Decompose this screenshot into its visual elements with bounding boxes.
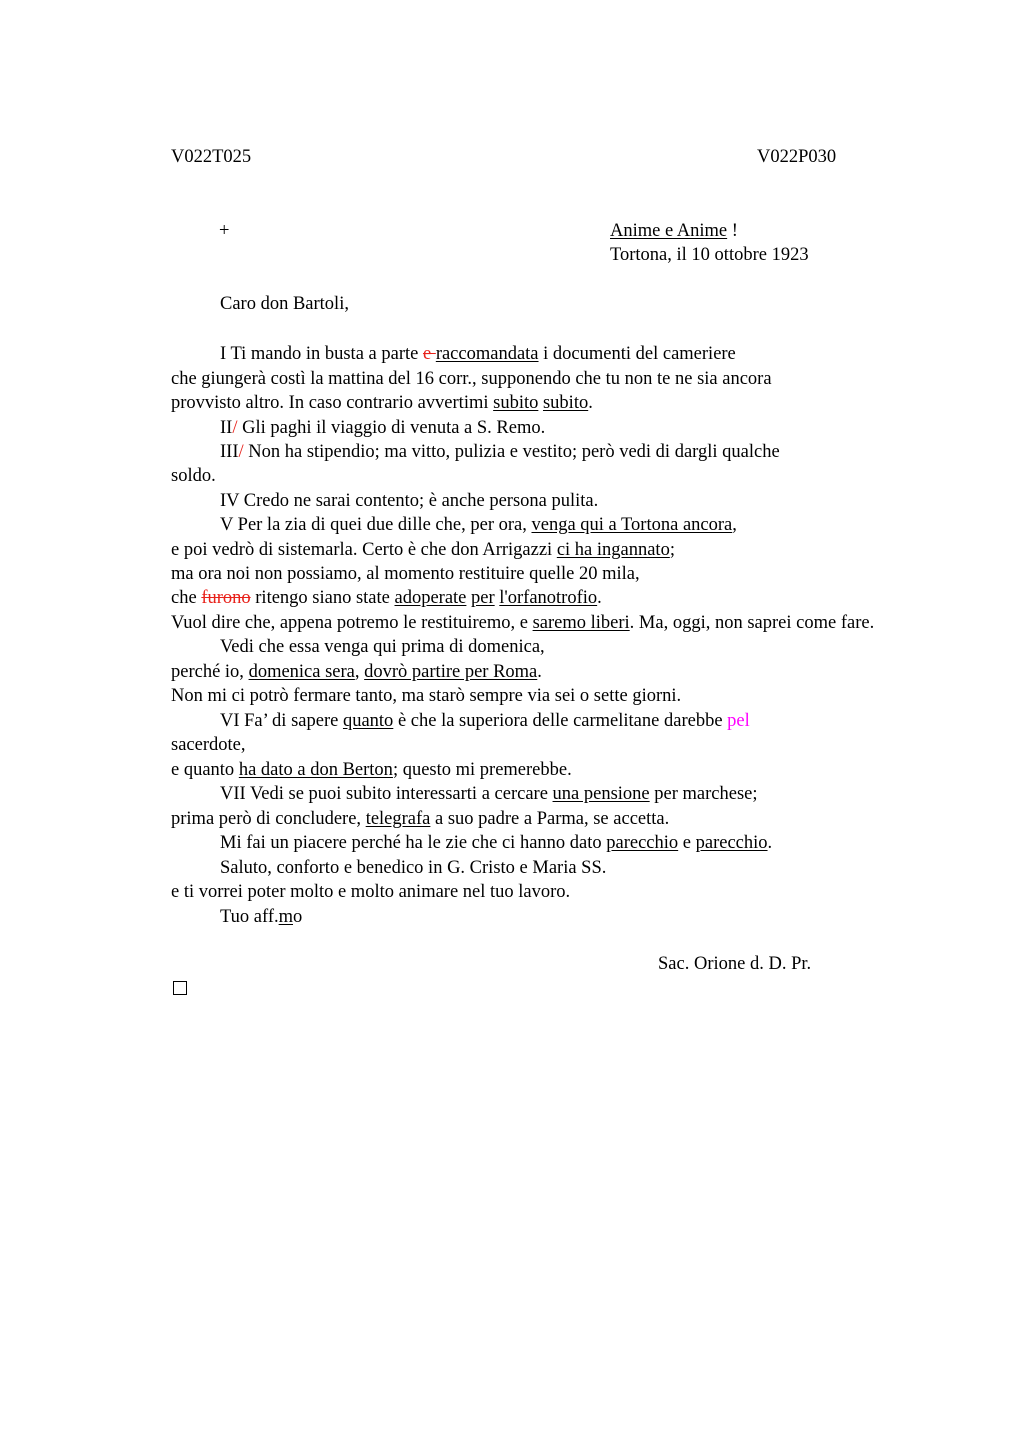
signature: Sac. Orione d. D. Pr. [658,954,812,974]
place-date: Tortona, il 10 ottobre 1923 [610,245,809,265]
body-line: ma ora noi non possiamo, al momento restituire quelle 20 mila, [171,564,640,584]
body-line: e quanto ha dato a don Berton; questo mi premerebbe. [171,760,572,780]
end-square-marker [173,981,187,995]
body-line: perché io, domenica sera, dovrò partire per Roma. [171,662,542,682]
deleted-text: e [422,344,436,364]
deleted-text: furono [201,588,251,608]
document-code-right: V022P030 [757,147,837,167]
body-line: I Ti mando in busta a parte e raccomandata i documenti del cameriere [220,344,736,364]
inserted-text: pel [727,711,750,731]
body-line: Saluto, conforto e benedico in G. Cristo e Maria SS. [220,858,607,878]
body-line: VI Fa’ di sapere quanto è che la superiora delle carmelitane darebbe pel [220,711,750,731]
body-line: prima però di concludere, telegrafa a suo padre a Parma, se accetta. [171,809,670,829]
body-line: IV Credo ne sarai contento; è anche persona pulita. [220,491,599,511]
body-line: Non mi ci potrò fermare tanto, ma starò sempre via sei o sette giorni. [171,686,682,706]
body-line: che giungerà costì la mattina del 16 corr., supponendo che tu non te ne sia ancora [171,369,772,389]
body-line: Vedi che essa venga qui prima di domenica, [220,637,545,657]
body-line: Mi fai un piacere perché ha le zie che ci hanno dato parecchio e parecchio. [220,833,773,853]
body-line: Vuol dire che, appena potremo le restituiremo, e saremo liberi. Ma, oggi, non saprei come fare. [171,613,875,633]
body-line: V Per la zia di quei due dille che, per ora, venga qui a Tortona ancora, [220,515,737,535]
body-line: II/ Gli paghi il viaggio di venuta a S. Remo. [220,418,546,438]
body-line: VII Vedi se puoi subito interessarti a cercare una pensione per marchese; [220,784,758,804]
motto: Anime e Anime [610,221,728,241]
document-code-left: V022T025 [171,147,252,167]
body-line: e poi vedrò di sistemarla. Certo è che don Arrigazzi ci ha ingannato; [171,540,675,560]
body-line: sacerdote, [171,735,246,755]
cross-symbol: + [219,221,230,241]
body-line: che furono ritengo siano state adoperate per l'orfanotrofio. [171,588,602,608]
body-line: e ti vorrei poter molto e molto animare nel tuo lavoro. [171,882,571,902]
body-line: III/ Non ha stipendio; ma vitto, pulizia e vestito; però vedi di dargli qualche [220,442,780,462]
motto-line: Anime e Anime ! [610,221,738,241]
closing: Tuo aff.mo [220,907,303,927]
body-line: soldo. [171,466,216,486]
salutation: Caro don Bartoli, [220,294,349,314]
body-line: provvisto altro. In caso contrario avvertimi subito subito. [171,393,593,413]
